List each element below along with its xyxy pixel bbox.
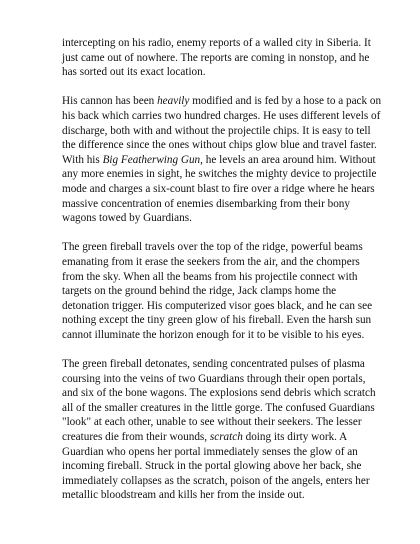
- text-run: His cannon has been: [62, 95, 158, 108]
- italic-text-run: scratch: [209, 431, 243, 444]
- text-run: The green fireball travels over the top of the ridge, powerful beams emanating from it erase the seekers from the air, and the chompers from the sky. When all the beams from his projectile connect with targets on the ground behind the ridge, Jack clamps home the detonation trigger. His computerized visor goes black, and he can see nothing except the tiny green glow of his fireball. Even the harsh sun cannot illuminate the horizon enough for it to be visible to his eyes.: [62, 241, 373, 341]
- text-run: The green fireball detonates, sending concentrated pulses of plasma coursing into the veins of two Guardians through their open portals, and six of the bone wagons. The explosions send debris which scratch all of the smaller creatures in the little gorge. The confused Guardians "look" at each other, unable to see without their seekers. The lesser creatures die from their wounds,: [62, 358, 376, 444]
- text-run: intercepting on his radio, enemy reports of a walled city in Siberia. It just came out of nowhere. The reports are coming in nonstop, and he has sorted out its exact location.: [62, 37, 371, 79]
- text-run: doing its dirty work. A Guardian who opens her portal immediately senses the glow of an incoming fireball. Struck in the portal glowing above her back, she immediately collapses as the scratch, poison of the angels, enters her metallic bloodstream and kills her from the inside out.: [62, 431, 370, 502]
- italic-text-run: heavily: [157, 95, 190, 108]
- paragraph-2: [62, 94, 384, 225]
- paragraph-4: [62, 357, 384, 503]
- paragraph-1: [62, 36, 384, 80]
- paragraph-3: [62, 240, 384, 342]
- text-run: , he levels an area around him. Without any more enemies in sight, he switches the mighty device to projectile mode and charges a six-count blast to fire over a ridge where he hears massive concentration of enemies disembarking from their bony wagons towed by Guardians.: [62, 153, 377, 225]
- document-page: [62, 36, 384, 503]
- italic-text-run: Big Featherwing Gun: [102, 153, 201, 166]
- text-run: modified and is fed by a hose to a pack on his back which carries two hundred charges. He uses different levels of discharge, both with and without the projectile chips. It is easy to tell the difference since the ones without chips glow blue and travel faster. With his: [62, 95, 382, 166]
